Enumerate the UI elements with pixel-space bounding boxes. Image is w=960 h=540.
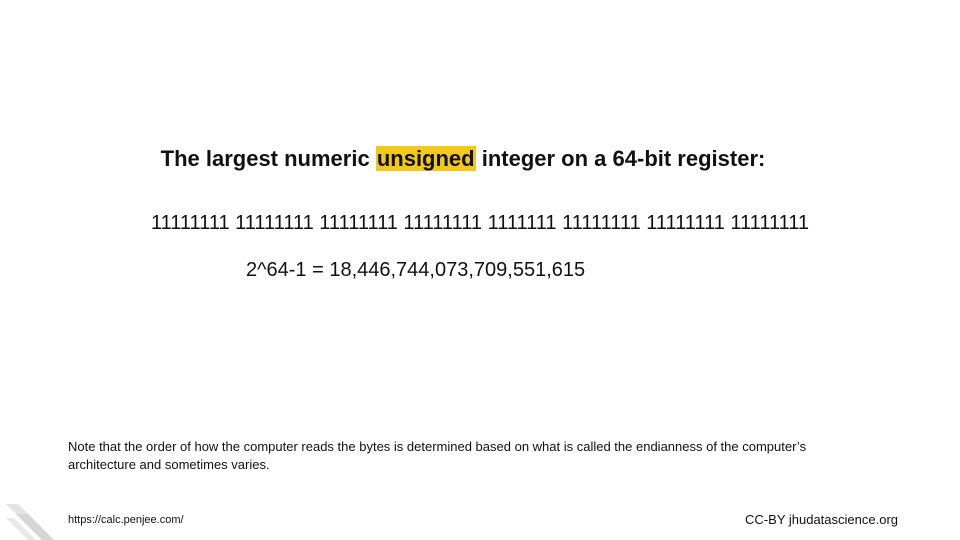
endianness-note: Note that the order of how the computer reads the bytes is determined based on what is called the endianness of the computer’s architecture and sometimes varies. [68,439,807,472]
max-value-formula: 2^64-1 = 18,446,744,073,709,551,615 [246,259,586,281]
title-text-after: integer on a 64-bit register: [475,146,766,171]
source-link[interactable]: https://calc.penjee.com/ [68,514,184,526]
title-highlight-unsigned: unsigned [376,146,475,171]
license-text: CC-BY jhudatascience.org [745,512,898,527]
binary-value: 11111111 11111111 11111111 11111111 1111111 11111111 11111111 11111111 [150,212,809,234]
stripe-logo-icon [4,500,60,540]
slide-title [0,146,926,172]
title-text-before: The largest numeric [160,146,376,171]
